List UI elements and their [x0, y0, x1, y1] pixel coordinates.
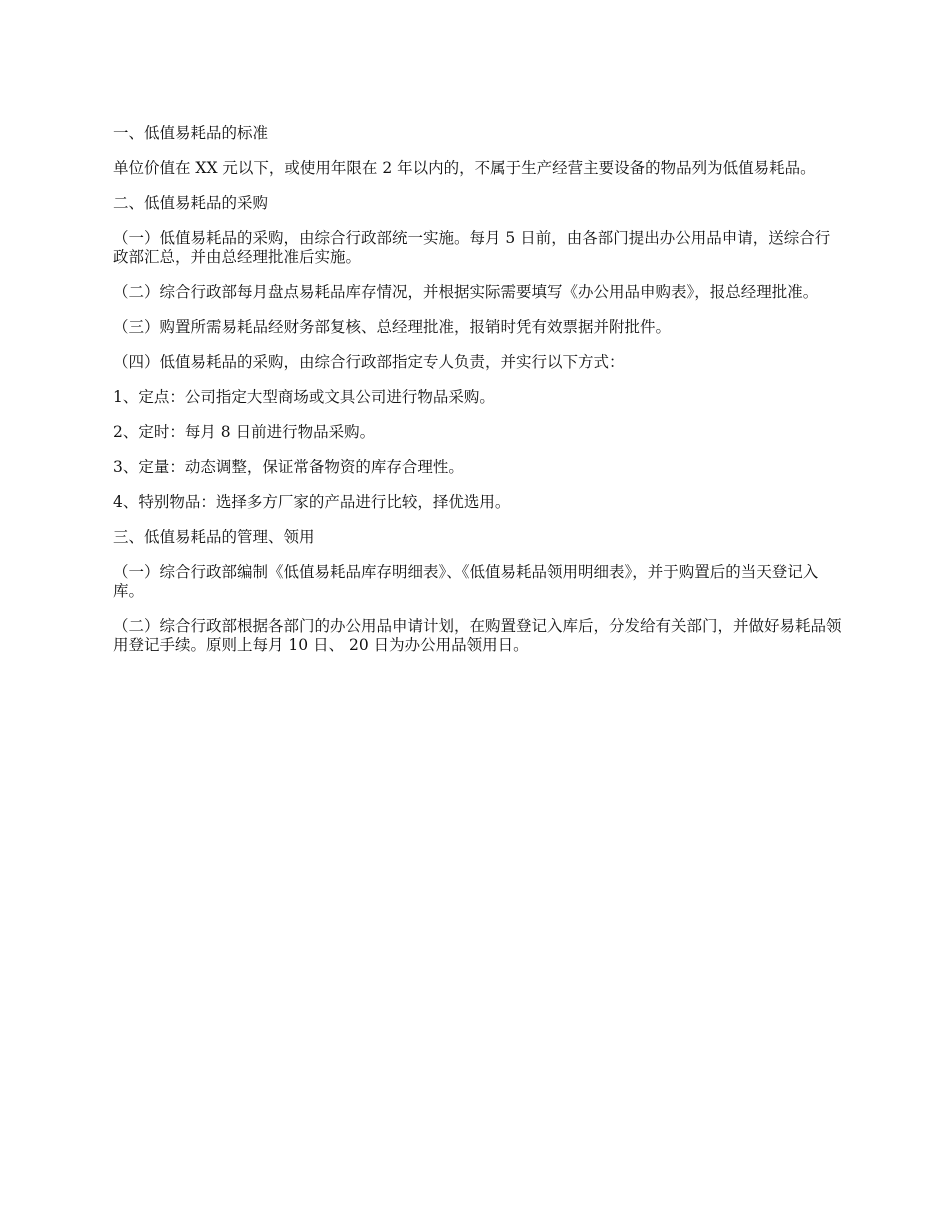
section-heading-standard: 一、低值易耗品的标准 — [113, 124, 269, 142]
paragraph-purchase-1: （一）低值易耗品的采购，由综合行政部统一实施。每月 5 日前，由各部门提出办公用品申请，送综合行政部汇总，并由总经理批准后实施。 — [113, 229, 831, 266]
section-heading-purchase: 二、低值易耗品的采购 — [113, 194, 269, 212]
paragraph-management-1: （一）综合行政部编制《低值易耗品库存明细表》、《低值易耗品领用明细表》，并于购置后的当天登记入库。 — [113, 563, 819, 600]
section-heading-management: 三、低值易耗品的管理、领用 — [113, 528, 315, 546]
paragraph-standard-definition: 单位价值在 XX 元以下，或使用年限在 2 年以内的，不属于生产经营主要设备的物品列为低值易耗品。 — [113, 159, 816, 177]
paragraph-management-2: （二）综合行政部根据各部门的办公用品申请计划，在购置登记入库后，分发给有关部门，并做好易耗品领用登记手续。原则上每月 10 日、 20 日为办公用品领用日。 — [113, 617, 842, 654]
paragraph-purchase-2: （二）综合行政部每月盘点易耗品库存情况，并根据实际需要填写《办公用品申购表》，报总经理批准。 — [113, 283, 819, 301]
list-item-special-items: 4、特别物品：选择多方厂家的产品进行比较，择优选用。 — [113, 493, 511, 511]
list-item-fixed-quantity: 3、定量：动态调整，保证常备物资的库存合理性。 — [113, 458, 464, 476]
list-item-fixed-time: 2、定时：每月 8 日前进行物品采购。 — [113, 423, 376, 441]
document-page — [113, 124, 843, 671]
paragraph-purchase-3: （三）购置所需易耗品经财务部复核、总经理批准，报销时凭有效票据并附批件。 — [113, 318, 672, 336]
list-item-fixed-point: 1、定点：公司指定大型商场或文具公司进行物品采购。 — [113, 388, 495, 406]
paragraph-purchase-4: （四）低值易耗品的采购，由综合行政部指定专人负责，并实行以下方式： — [113, 353, 625, 371]
